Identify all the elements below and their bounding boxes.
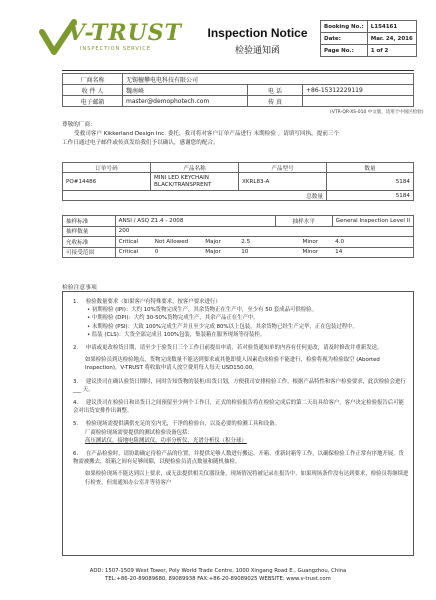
quantity: 5184 bbox=[327, 173, 414, 191]
fax-value bbox=[303, 96, 414, 107]
list-item: • 中期检验 (DPI)：大约 30-50%货物完成生产，其余产品正在生产中。 bbox=[87, 315, 259, 322]
minor-label: Minor bbox=[275, 237, 332, 248]
page-value: 1 of 2 bbox=[367, 45, 416, 57]
greeting: 尊敬的厂商： bbox=[62, 122, 96, 128]
footer-address: ADD: 1507-1509 West Tower, Poly World Trade Centre, 1000 Xingang Road E., Guangzhou, China bbox=[89, 568, 347, 574]
col-header-name: 产品名称 bbox=[151, 163, 239, 173]
po-number: PO#14486 bbox=[63, 173, 151, 191]
intro-line-1: 受救司客户 Kikkerland Design Inc. 委托，我司将对客户订单产品进行 末期检验 。请填写回执，提前三个 bbox=[74, 131, 340, 137]
date-label: Date: bbox=[321, 33, 368, 45]
product-name-line-1: MINI LED KEYCHAIN bbox=[154, 174, 209, 181]
critical-label: Critical bbox=[115, 247, 152, 258]
product-name bbox=[151, 173, 239, 191]
instruction-item: 4. 建议贵司在检验日和出货日之间预留至少两个工作日，正式的检验报告将在检验完成后的第二天出具给客户，客户决定检验报告后可能会对出货安排作出调整。 bbox=[73, 400, 404, 415]
aql-table bbox=[62, 215, 414, 258]
intro-line-2: 工作日通过电子邮件或传真发给我们予以确认，感谢您的配合。 bbox=[62, 140, 219, 146]
table-row bbox=[63, 173, 414, 191]
contact-table bbox=[62, 73, 414, 107]
minor-value: 4.0 bbox=[332, 237, 413, 248]
logo-text: V-TRUST bbox=[68, 20, 183, 46]
date-value: Mar. 24, 2016 bbox=[367, 33, 416, 45]
document-title: Inspection Notice bbox=[207, 26, 308, 40]
instructions-box bbox=[62, 291, 414, 556]
instruction-item: 3. 建议贵司在确认验货日期时，同时告知货物的装柜/出货日划，方便我司安排检验工作，根据产品特性和客户检验要求，此次检验会进行 ___ 天。 bbox=[73, 378, 406, 393]
col-header-model: 产品型号 bbox=[239, 163, 327, 173]
minor-value: 14 bbox=[332, 247, 413, 258]
major-value: 2.5 bbox=[238, 237, 275, 248]
email-label: 电子邮箱 bbox=[63, 96, 123, 107]
booking-info-table bbox=[320, 20, 417, 57]
page-label: Page No.: bbox=[321, 45, 368, 57]
factory-value: 无锡檀攀电电科技有限公司 bbox=[123, 74, 414, 85]
booking-label: Booking No.: bbox=[321, 21, 368, 33]
instruction-item: 1. 检验数量要求（如果客户有特殊要求，按客户要求进行） bbox=[73, 299, 221, 305]
level-value: General Inspection Level II bbox=[332, 216, 413, 227]
critical-label: Critical bbox=[115, 237, 152, 248]
total-label: 总数量 bbox=[63, 191, 327, 201]
recipient-label: 收 件 人 bbox=[63, 85, 123, 96]
sample-label: 抽样数量 bbox=[63, 226, 116, 237]
instruction-subtext: 如果检验员到达检验地点，货物完成数量不能达到要求或其他即使人因素造成检验不能进行，检验将视为检验取空 (Aborted Inspection)，V-TRUST 将收取申请人放空费用每人每天 USD150.00。 bbox=[85, 357, 380, 372]
header-divider bbox=[62, 70, 414, 71]
allow-label: 允收标准 bbox=[63, 237, 116, 248]
major-label: Major bbox=[202, 247, 238, 258]
product-model: XKRL83-A bbox=[239, 173, 327, 191]
major-value: 10 bbox=[238, 247, 275, 258]
table-row bbox=[63, 247, 414, 258]
item-table bbox=[62, 162, 414, 201]
list-item: • 初期检验 (IPI)：大约 10%货物完成生产，其余货物正在生产中，至少有 50 套成品可供检验。 bbox=[87, 307, 317, 314]
form-code-note: (VTR-QR-XS-010 中文版，适用于中国区检验) bbox=[330, 110, 424, 115]
col-header-qty: 数量 bbox=[327, 163, 414, 173]
logo-subtitle: INSPECTION SERVICE bbox=[80, 46, 151, 52]
instructions-title: 检验注意事项 bbox=[62, 285, 97, 291]
list-item: • 末期检验 (PSI)：大致 100%完成生产并且至少完成 80%以上包装，其余货物已经生产完毕，正在包装过程中。 bbox=[87, 323, 358, 330]
bullet-list bbox=[73, 306, 409, 339]
intro-paragraph bbox=[62, 121, 414, 148]
sample-value: 200 bbox=[115, 226, 413, 237]
instruction-subtext: 如果检验现场不能达到以上要求，或无法提供相关仪器设备，现场情况将被记录在报告中，如果现场条件没有达到要求，检验员将继续进行检查，但需通知办公室并等待客户 bbox=[85, 471, 409, 486]
instruction-extra: 厂商检验现场需要提供的测试检验设备包括： 高压测试仪，接地电阻测试仪，功率分析仪，光谱分析仪（积分球） bbox=[85, 429, 247, 444]
standard-label: 抽样标准 bbox=[63, 216, 116, 227]
fax-label: 传 真 bbox=[248, 96, 303, 107]
instruction-item: 2. 申请或更改检货日期，请至少于验货日三个工作日前提出申请，若对验货通知单的内容有任何更改，请及时修改并重新发送。 bbox=[73, 345, 383, 352]
booking-value: L154161 bbox=[367, 21, 416, 33]
standard-value: ANSI / ASQ Z1.4 - 2008 bbox=[115, 216, 275, 227]
col-header-po: 订单号码 bbox=[63, 163, 151, 173]
reject-label: 可接受范围 bbox=[63, 247, 116, 258]
recipient-value: 魏南峰 bbox=[123, 85, 248, 96]
phone-label: 电 话 bbox=[248, 85, 303, 96]
instruction-item: 5. 检验现场需提供满供充足的室内光，干净的检验台，以及必要的检测工具和设备。 bbox=[73, 421, 280, 428]
product-name-line-2: BLACK/TRANSPRENT bbox=[154, 181, 212, 188]
minor-label: Minor bbox=[275, 247, 332, 258]
table-row bbox=[63, 237, 414, 248]
phone-value: +86-15312229119 bbox=[303, 85, 414, 96]
critical-value: Not Allowed bbox=[152, 237, 203, 248]
factory-label: 厂商名称 bbox=[63, 74, 123, 85]
critical-value: 0 bbox=[152, 247, 203, 258]
major-label: Major bbox=[202, 237, 238, 248]
level-label: 抽样水平 bbox=[275, 216, 332, 227]
instruction-item: 6. 在产品检验时，请协助确定待检产品的位置，并提供足够人数进行搬运、开箱、重新封箱等工作，以确保检验工作正常有序地开展。货物需被搬去，纸箱之间有足够间隙，以便检验员清点数量和随机抽检。 bbox=[73, 451, 404, 466]
total-value: 5184 bbox=[327, 191, 414, 201]
email-value: master@demophotech.com bbox=[123, 96, 248, 107]
list-item: • 监装 (CLS)：大货全部完成且 100%包装，集装箱在服务现场等待装柜。 bbox=[87, 331, 266, 338]
footer-contact: TEL:+86-20-89089680, 89089938 FAX:+86-20-89089025 WEBSITE: www.v-trust.com bbox=[105, 576, 331, 582]
company-logo bbox=[38, 20, 188, 72]
document-title-cn: 检验通知函 bbox=[234, 46, 280, 56]
